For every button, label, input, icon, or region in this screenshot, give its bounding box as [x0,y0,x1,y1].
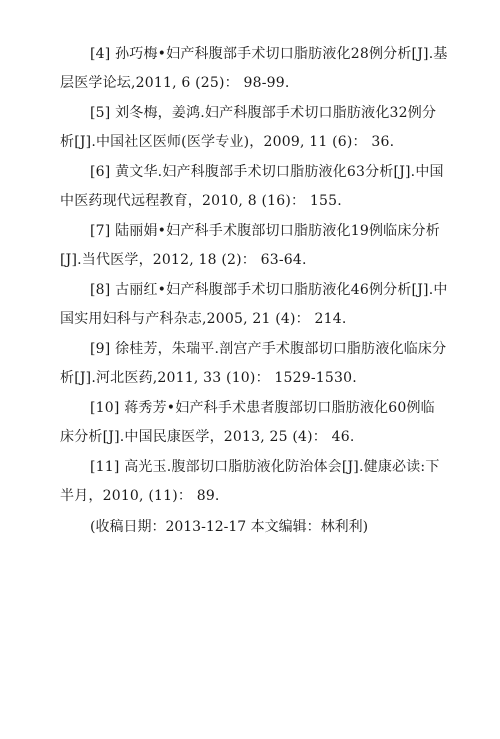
reference-item: [11] 高光玉.腹部切口脂肪液化防治体会[J].健康必读:下半月，2010, (11)： 89. [60,459,440,504]
reference-item: [5] 刘冬梅，姜鸿.妇产科腹部手术切口脂肪液化32例分析[J].中国社区医师(医学专业)，2009, 11 (6)： 36. [60,105,437,150]
received-date-note: (收稿日期：2013-12-17 本文编辑：林利利) [90,519,369,535]
reference-item: [8] 古丽红•妇产科腹部手术切口脂肪液化46例分析[J].中国实用妇科与产科杂志,2005, 21 (4)： 214. [60,282,448,327]
reference-list [60,40,448,556]
reference-item: [10] 蒋秀芳•妇产科手术患者腹部切口脂肪液化60例临床分析[J].中国民康医学，2013, 25 (4)： 46. [60,400,435,445]
reference-item: [4] 孙巧梅•妇产科腹部手术切口脂肪液化28例分析[J].基层医学论坛,2011, 6 (25)： 98-99. [60,46,448,91]
reference-item: [7] 陆丽娟•妇产科手术腹部切口脂肪液化19例临床分析[J].当代医学，2012, 18 (2)： 63-64. [60,223,440,268]
reference-item: [9] 徐桂芳，朱瑞平.剖宫产手术腹部切口脂肪液化临床分析[J].河北医药,2011, 33 (10)： 1529-1530. [60,341,447,386]
reference-item: [6] 黄文华.妇产科腹部手术切口脂肪液化63分析[J].中国中医药现代远程教育，2010, 8 (16)： 155. [60,164,444,209]
